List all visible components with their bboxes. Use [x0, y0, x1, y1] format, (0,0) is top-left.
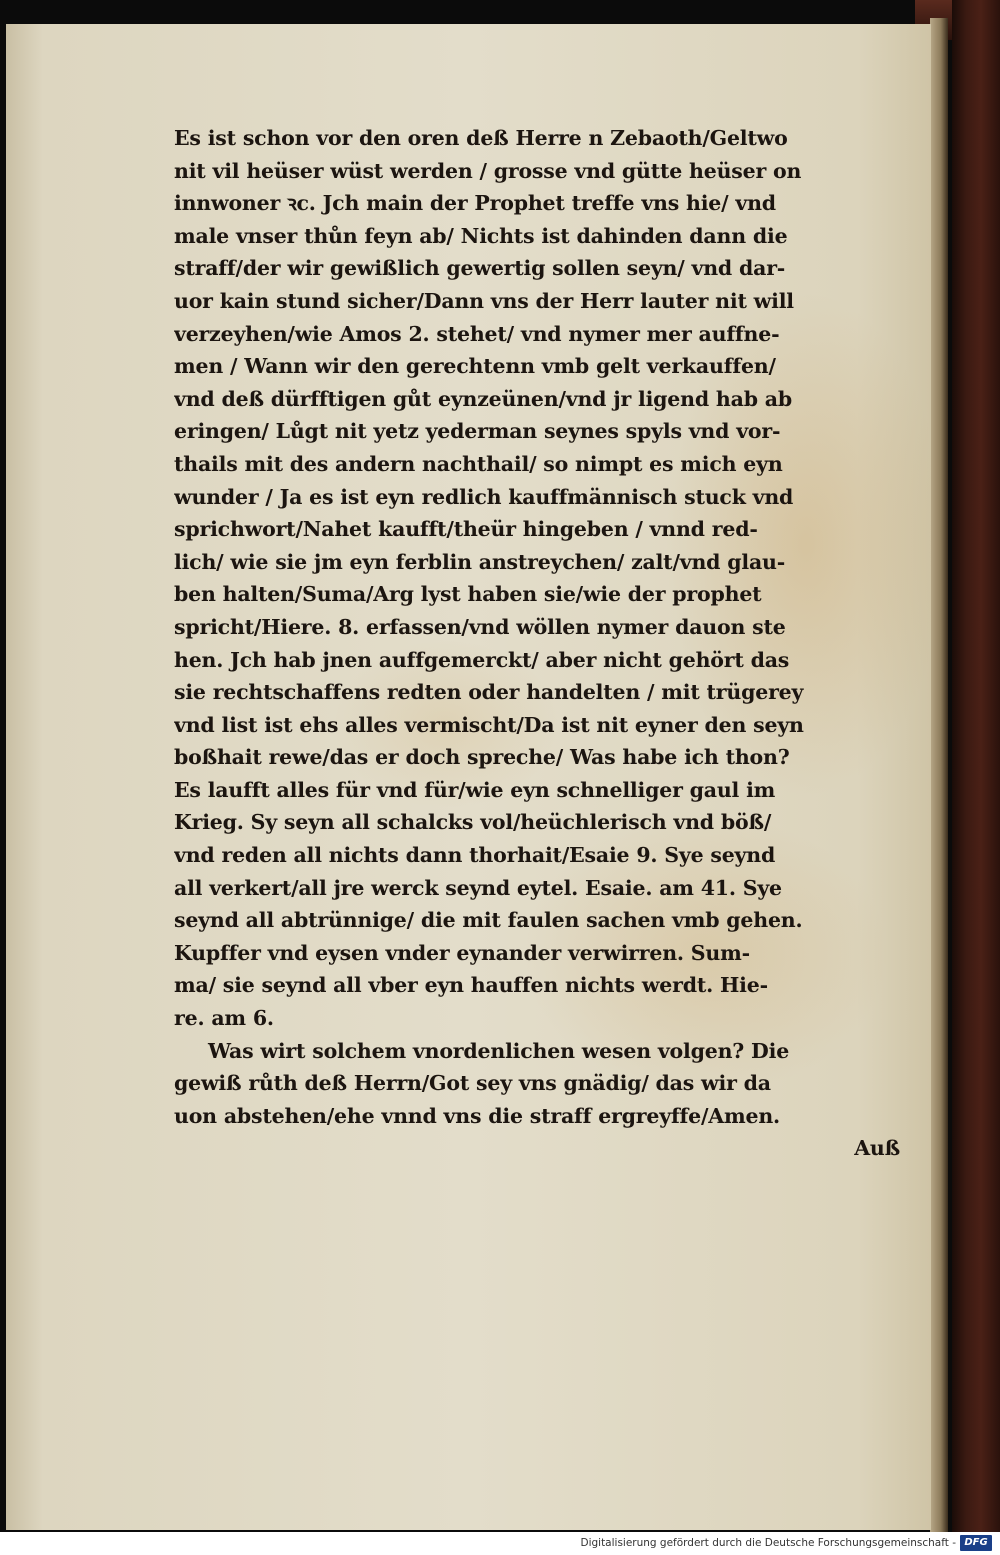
text-line: Was wirt solchem vnordenlichen wesen volgen? Die [208, 1038, 790, 1063]
text-line: vnd reden all nichts dann thorhait/Esaie 9. Sye seynd [174, 843, 776, 868]
text-line: Es laufft alles für vnd für/wie eyn schnelliger gaul im [174, 777, 776, 802]
text-line: Kupffer vnd eysen vnder eynander verwirren. Sum- [174, 940, 750, 965]
text-line: boßhait rewe/das er doch spreche/ Was habe ich thon? [174, 745, 790, 770]
footer-bar [0, 1532, 1000, 1555]
text-line: all verkert/all jre werck seynd eytel. Esaie. am 41. Sye [174, 875, 782, 900]
text-line: hen. Jch hab jnen auffgemerckt/ aber nicht gehört das [174, 647, 790, 672]
page-edge [930, 18, 948, 1532]
book-page [6, 24, 931, 1530]
text-line: re. am 6. [174, 1006, 274, 1031]
text-line: eringen/ Lůgt nit yetz yederman seynes spyls vnd vor- [174, 419, 781, 444]
dfg-logo-icon: DFG [960, 1535, 992, 1551]
text-line: nit vil heüser wüst werden / grosse vnd gütte heüser on [174, 158, 802, 183]
text-line: men / Wann wir den gerechtenn vmb gelt verkauffen/ [174, 354, 776, 379]
text-line: vnd deß dürfftigen gůt eynzeünen/vnd jr ligend hab ab [174, 386, 793, 411]
text-line: seynd all abtrünnige/ die mit faulen sachen vmb gehen. [174, 908, 803, 933]
text-line: wunder / Ja es ist eyn redlich kauffmännisch stuck vnd [174, 484, 794, 509]
text-line: sie rechtschaffens redten oder handelten / mit trügerey [174, 680, 804, 705]
text-line: uor kain stund sicher/Dann vns der Herr lauter nit will [174, 288, 794, 313]
text-block [174, 122, 922, 1165]
text-line: lich/ wie sie jm eyn ferblin anstreychen/ zalt/vnd glau- [174, 549, 786, 574]
book-binding [952, 0, 1000, 1532]
text-line: ma/ sie seynd all vber eyn hauffen nichts werdt. Hie- [174, 973, 768, 998]
text-line: male vnser thůn feyn ab/ Nichts ist dahinden dann die [174, 223, 788, 248]
text-line: sprichwort/Nahet kaufft/theür hingeben / vnnd red- [174, 517, 758, 542]
text-line: vnd list ist ehs alles vermischt/Da ist nit eyner den seyn [174, 712, 804, 737]
text-line: Es ist schon vor den oren deß Herre n Zebaoth/Geltwo [174, 126, 788, 150]
funding-credit: Digitalisierung gefördert durch die Deutsche Forschungsgemeinschaft - [580, 1537, 956, 1549]
text-line: uon abstehen/ehe vnnd vns die straff ergreyffe/Amen. [174, 1103, 780, 1128]
text-line: verzeyhen/wie Amos 2. stehet/ vnd nymer mer auffne- [174, 321, 780, 346]
text-line: innwoner ꝛc. Jch main der Prophet treffe vns hie/ vnd [174, 191, 776, 216]
text-line: straff/der wir gewißlich gewertig sollen seyn/ vnd dar- [174, 256, 786, 281]
text-line: ben halten/Suma/Arg lyst haben sie/wie der prophet [174, 582, 762, 607]
text-line: thails mit des andern nachthail/ so nimpt es mich eyn [174, 451, 783, 476]
text-line: spricht/Hiere. 8. erfassen/vnd wöllen nymer dauon ste [174, 614, 786, 639]
text-line: Auß [854, 1136, 900, 1161]
text-line: gewiß růth deß Herrn/Got sey vns gnädig/ das wir da [174, 1071, 771, 1096]
text-line: Krieg. Sy seyn all schalcks vol/heüchlerisch vnd böß/ [174, 810, 772, 835]
